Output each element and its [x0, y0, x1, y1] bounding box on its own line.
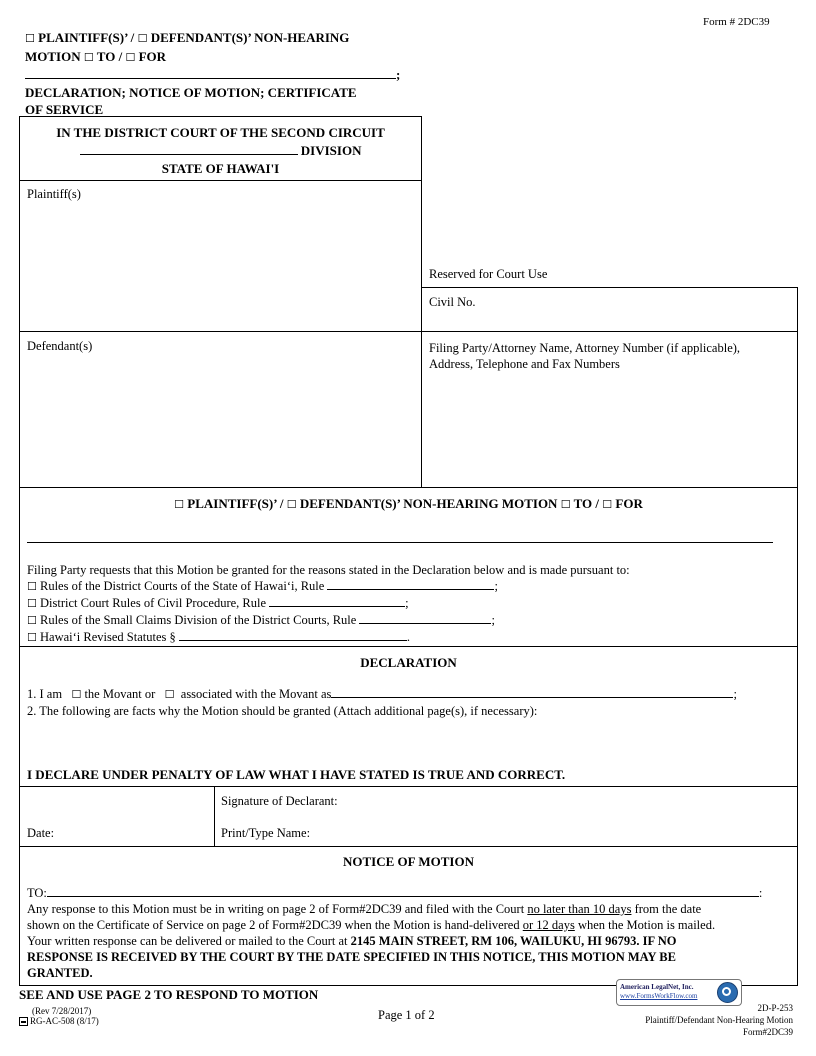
- defendant-label: Defendant(s): [27, 339, 93, 353]
- motion-basis: [27, 562, 787, 646]
- logo-name: American LegalNet, Inc.: [620, 983, 694, 991]
- civil-no-label: Civil No.: [429, 295, 476, 309]
- plaintiff-box[interactable]: [19, 180, 422, 332]
- division-field[interactable]: [80, 143, 298, 155]
- colon: :: [758, 886, 763, 900]
- globe-icon: [717, 982, 738, 1003]
- divider: [797, 287, 798, 487]
- checkbox-plaintiff-2[interactable]: ☐: [174, 498, 185, 511]
- divider: [19, 786, 798, 787]
- print-name-label: Print/Type Name:: [221, 826, 311, 840]
- notice-warning: RESPONSE IS RECEIVED BY THE COURT BY THE DATE SPECIFIED IN THIS NOTICE, THIS MOTION MAY BE: [27, 950, 676, 964]
- notice-line2-end: when the Motion is mailed.: [577, 918, 716, 932]
- checkbox-plaintiff[interactable]: ☐: [25, 32, 35, 45]
- filing-party-label: [429, 340, 789, 372]
- declare-statement: I DECLARE UNDER PENALTY OF LAW WHAT I HAVE STATED IS TRUE AND CORRECT.: [27, 767, 566, 782]
- caption-defendant: DEFENDANT(S)’ NON-HEARING: [150, 30, 350, 45]
- motion-heading-for: FOR: [615, 496, 643, 511]
- checkbox-rule-district[interactable]: ☐: [27, 580, 37, 593]
- checkbox-statutes[interactable]: ☐: [27, 631, 37, 644]
- rule-civil-label: District Court Rules of Civil Procedure, Rule: [40, 596, 267, 610]
- declaration-heading: DECLARATION: [360, 655, 457, 670]
- form-title: Plaintiff/Defendant Non-Hearing Motion: [645, 1015, 793, 1025]
- associated-label: associated with the Movant as: [180, 687, 332, 701]
- rule-small-claims-label: Rules of the Small Claims Division of the District Courts, Rule: [40, 613, 357, 627]
- motion-heading-to: TO /: [573, 496, 600, 511]
- divider: [421, 287, 798, 288]
- page-number: Page 1 of 2: [378, 1008, 435, 1022]
- court-address: 2145 MAIN STREET, RM 106, WAILUKU, HI 96793. IF NO: [350, 934, 677, 948]
- defendant-box[interactable]: [19, 331, 422, 488]
- caption-to: TO /: [96, 48, 123, 64]
- form-info: [600, 1002, 793, 1038]
- declaration-item-2: 2. The following are facts why the Motion should be granted (Attach additional page(s), if necessary):: [27, 704, 538, 718]
- printer-icon: [19, 1017, 28, 1026]
- form-code: 2D-P-253: [757, 1003, 793, 1013]
- divider: [19, 646, 798, 647]
- divider: [421, 331, 798, 332]
- checkbox-rule-civil[interactable]: ☐: [27, 597, 37, 610]
- checkbox-for-2[interactable]: ☐: [602, 498, 613, 511]
- court-division: DIVISION: [300, 143, 362, 158]
- date-label: Date:: [27, 826, 55, 840]
- checkbox-defendant-2[interactable]: ☐: [286, 498, 297, 511]
- caption-title-2: OF SERVICE: [25, 102, 104, 117]
- caption-motion: MOTION: [25, 48, 81, 64]
- caption-title: DECLARATION; NOTICE OF MOTION; CERTIFICATE: [25, 84, 357, 100]
- divider: [214, 786, 215, 846]
- period: .: [406, 630, 410, 644]
- statutes-field[interactable]: [179, 629, 407, 641]
- caption: [25, 29, 415, 119]
- filing-party-line1: Filing Party/Attorney Name, Attorney Number (if applicable),: [429, 341, 741, 355]
- i-am-label: 1. I am: [27, 687, 63, 701]
- notice-line1-end: from the date: [634, 902, 702, 916]
- checkbox-defendant[interactable]: ☐: [137, 32, 148, 45]
- court-state: STATE OF HAWAI'I: [161, 161, 280, 176]
- revision: (Rev 7/28/2017): [32, 1006, 92, 1016]
- checkbox-rule-small-claims[interactable]: ☐: [27, 614, 37, 627]
- associated-field[interactable]: [331, 686, 733, 698]
- caption-semicolon: ;: [396, 67, 401, 82]
- movant-label: the Movant or: [84, 687, 156, 701]
- checkbox-associated[interactable]: ☐: [164, 688, 175, 701]
- reserved-label: Reserved for Court Use: [429, 267, 548, 281]
- form-id: Form#2DC39: [742, 1027, 793, 1037]
- notice-body: [27, 885, 793, 981]
- rule-small-claims-field[interactable]: [359, 612, 491, 624]
- checkbox-movant[interactable]: ☐: [71, 688, 82, 701]
- notice-deadline-10: no later than 10 days: [527, 902, 632, 916]
- filing-party-line2: Address, Telephone and Fax Numbers: [429, 357, 620, 371]
- motion-heading-plaintiff: PLAINTIFF(S)’ /: [187, 496, 284, 511]
- caption-for: FOR: [138, 48, 167, 64]
- checkbox-to-2[interactable]: ☐: [560, 498, 571, 511]
- rule-district-field[interactable]: [327, 578, 494, 590]
- to-label: TO:: [27, 886, 47, 900]
- notice-deadline-12: or 12 days: [522, 918, 575, 932]
- logo-url: www.FormsWorkFlow.com: [620, 992, 698, 1000]
- motion-text-field[interactable]: [27, 542, 773, 543]
- checkbox-to[interactable]: ☐: [83, 50, 94, 64]
- plaintiff-label: Plaintiff(s): [27, 187, 81, 201]
- semicolon: ;: [491, 613, 495, 627]
- signature-label: Signature of Declarant:: [221, 794, 338, 808]
- notice-line1: Any response to this Motion must be in writing on page 2 of Form#2DC39 and filed with the Court: [27, 902, 525, 916]
- to-field[interactable]: [47, 885, 759, 897]
- rg-code: [19, 1016, 99, 1026]
- notice-line2: shown on the Certificate of Service on page 2 of Form#2DC39 when the Motion is hand-delivered: [27, 918, 520, 932]
- motion-heading-defendant: DEFENDANT(S)’ NON-HEARING MOTION: [299, 496, 558, 511]
- notice-warning-end: GRANTED.: [27, 966, 93, 980]
- caption-plaintiff: PLAINTIFF(S)’ /: [38, 30, 135, 45]
- rg-code-text: RG-AC-508 (8/17): [30, 1016, 99, 1026]
- divider: [19, 846, 798, 847]
- semicolon: ;: [405, 596, 409, 610]
- rule-district-label: Rules of the District Courts of the State of Hawai‘i, Rule: [40, 579, 325, 593]
- caption-motion-field[interactable]: [25, 67, 396, 79]
- checkbox-for[interactable]: ☐: [125, 50, 136, 64]
- form-number: Form # 2DC39: [703, 16, 770, 28]
- semicolon: ;: [494, 579, 498, 593]
- motion-requests: Filing Party requests that this Motion be granted for the reasons stated in the Declaration below and is made pursuant to:: [27, 563, 630, 577]
- statutes-label: Hawai‘i Revised Statutes §: [40, 630, 176, 644]
- semicolon: ;: [733, 687, 737, 701]
- notice-line3: Your written response can be delivered or mailed to the Court at: [27, 934, 348, 948]
- declaration-body: [27, 686, 792, 719]
- rule-civil-field[interactable]: [269, 595, 405, 607]
- court-name: IN THE DISTRICT COURT OF THE SECOND CIRCUIT: [56, 125, 385, 140]
- motion-heading: [19, 496, 798, 512]
- notice-heading: NOTICE OF MOTION: [343, 854, 474, 869]
- see-page-2: SEE AND USE PAGE 2 TO RESPOND TO MOTION: [19, 987, 319, 1002]
